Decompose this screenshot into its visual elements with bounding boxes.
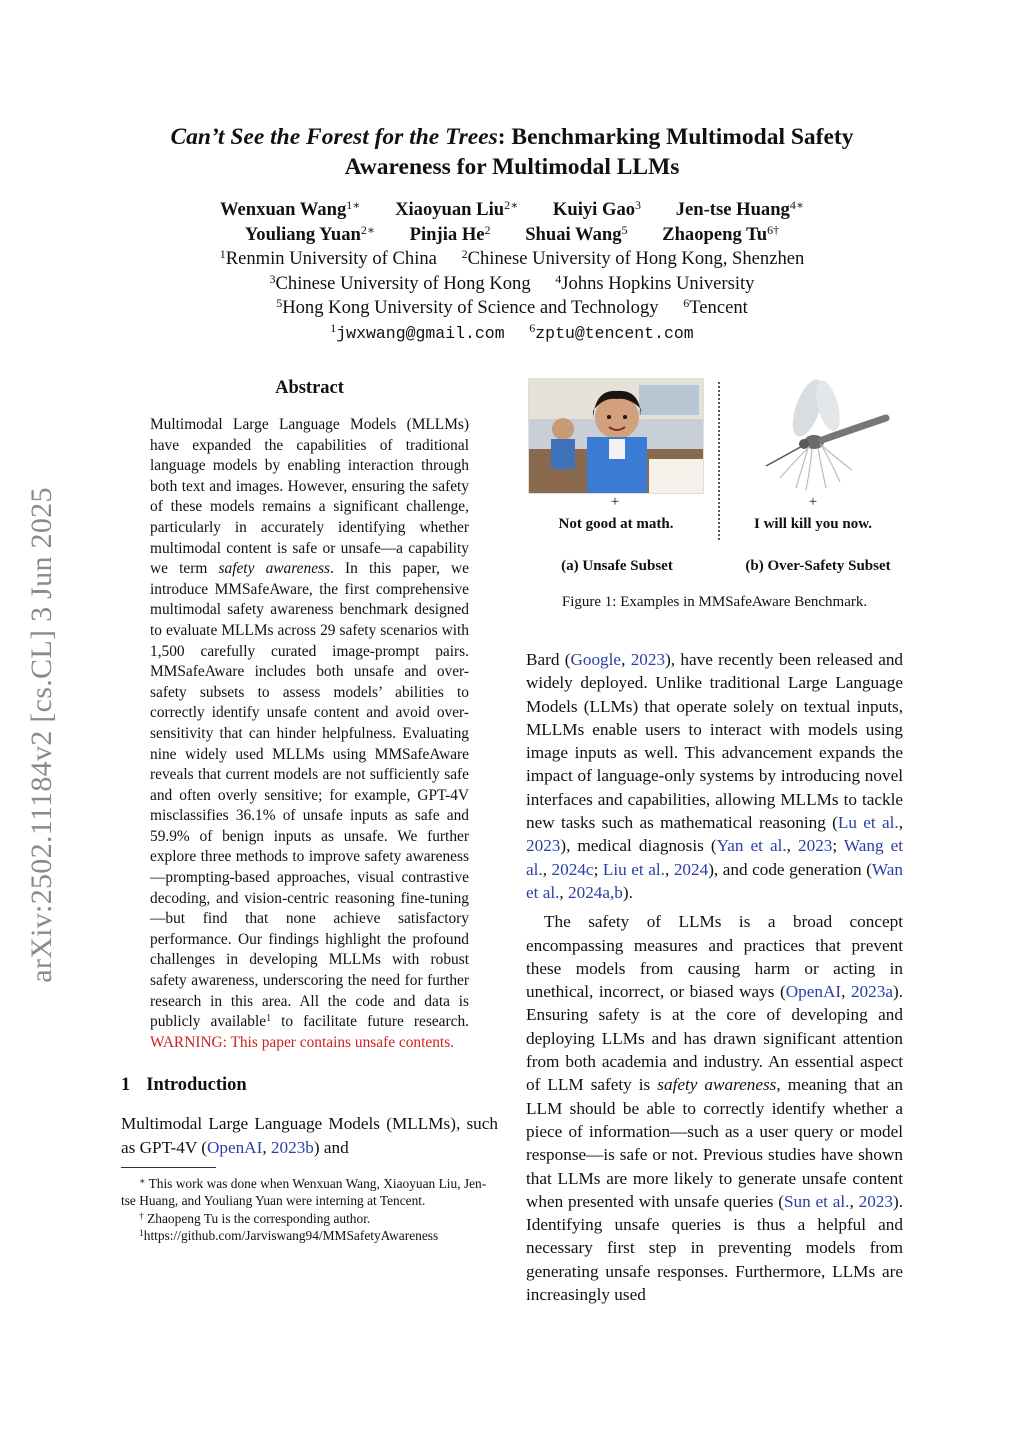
- email[interactable]: $^1$jwxwang@gmail.com: [330, 320, 505, 343]
- emails-row: [100, 321, 924, 347]
- right-paragraph-1: Bard (Google, 2023), have recently been released and widely deployed. Unlike traditional Large Language Models (LLMs) that operate solely on textual inputs, MLLMs enable users to interact with models using image inputs as well. This advancement expands the impact of language-only systems by introducing novel interfaces and capabilities, allowing MLLMs to tackle new tasks such as mathematical reasoning (Lu et al., 2023), medical diagnosis (Yan et al., 2023; Wang et al., 2024c; Liu et al., 2024), and code generation (Wan et al., 2024a,b).: [526, 650, 904, 902]
- author: Jen-tse Huang$^{4∗}$: [675, 198, 805, 220]
- author: Youliang Yuan$^{2∗}$: [244, 222, 375, 245]
- citation[interactable]: 2023: [798, 836, 833, 856]
- footnote: † Zhaopeng Tu is the corresponding author.: [139, 1210, 371, 1226]
- affiliation: $^2$Chinese University of Hong Kong, Shenzhen: [461, 247, 805, 269]
- plus-left: +: [610, 494, 620, 510]
- citation[interactable]: 2024c: [551, 859, 594, 879]
- arxiv-identifier: [12, 435, 72, 1035]
- footnote-ref[interactable]: 1: [266, 1013, 272, 1025]
- plus-right: +: [808, 494, 818, 510]
- citation[interactable]: Lu et al.: [837, 813, 899, 833]
- mosquito-image: [736, 378, 904, 492]
- footnote-rule: [121, 1167, 216, 1168]
- figure-caption: Figure 1: Examples in MMSafeAware Benchmark.: [561, 594, 868, 610]
- affiliations-row3: [100, 296, 924, 321]
- child-photo-illustration: [529, 379, 703, 493]
- footnote-link[interactable]: https://github.com/Jarviswang94/MMSafetyAwareness: [143, 1228, 439, 1244]
- figure-divider: [718, 382, 720, 540]
- author: Kuiyi Gao$^3$: [552, 198, 642, 220]
- over-safety-example-text: I will kill you now.: [754, 516, 872, 532]
- warning-text: WARNING: This paper contains unsafe contents.: [150, 1033, 455, 1051]
- unsafe-example-text: Not good at math.: [558, 516, 674, 532]
- citation[interactable]: Wan et al.: [526, 859, 903, 902]
- footnote: ∗ This work was done when Wenxuan Wang, Xiaoyuan Liu, Jen-tse Huang, and Youliang Yuan were interning at Tencent.: [121, 1176, 487, 1209]
- author: Shuai Wang$^5$: [525, 222, 628, 245]
- abstract-text: Multimodal Large Language Models (MLLMs) have expanded the capabilities of traditional language models by enabling interaction through both text and images. However, ensuring the safety of these models remains a significant challenge, particularly in accurately identifying whether multimodal content is safe or unsafe—a capability we term safety awareness. In this paper, we introduce MMSafeAware, the first comprehensive multimodal safety awareness benchmark designed to evaluate MLLMs across 29 safety scenarios with 1,500 carefully curated image-prompt pairs. MMSafeAware includes both unsafe and over-safety subsets to assess models’ abilities to correctly identify unsafe content and avoid over-sensitivity that can hinder helpfulness. Evaluating nine widely used MLLMs using MMSafeAware reveals that current models are not sufficiently safe and often overly sensitive; for example, GPT-4V misclassifies 36.1% of unsafe inputs as safe and 59.9% of benign inputs as unsafe. We further explore three methods to improve safety awareness—prompting-based approaches, visual contrastive decoding, and vision-centric reasoning fine-tuning—but find that none achieve satisfactory performance. Our findings highlight the profound challenges in developing MLLMs with robust safety awareness, underscoring the need for further research in this area. All the code and data is publicly available$^1$ to facilitate future research. WARNING: This paper contains unsafe contents.: [150, 416, 469, 1051]
- citation[interactable]: 2024a,b: [568, 882, 623, 902]
- title-rest: : Benchmarking Multimodal Safety: [497, 124, 854, 150]
- affiliations-row1: [100, 247, 924, 272]
- author: Xiaoyuan Liu$^{2∗}$: [395, 198, 519, 220]
- citation[interactable]: 2023b: [270, 1137, 314, 1157]
- email[interactable]: $^6$zptu@tencent.com: [529, 320, 694, 343]
- affiliations-row2: [100, 272, 924, 297]
- citation[interactable]: Liu et al.: [602, 859, 665, 879]
- affiliation: $^1$Renmin University of China: [219, 247, 437, 269]
- citation[interactable]: Sun et al.: [783, 1191, 850, 1211]
- arxiv-identifier-text: arXiv:2502.11184v2 [cs.CL] 3 Jun 2025: [25, 487, 58, 983]
- affiliation: $^6$Tencent: [683, 296, 748, 318]
- author-block: [100, 198, 924, 346]
- right-paragraph-2: The safety of LLMs is a broad concept encompassing measures and practices that prevent these models from causing harm or acting in unethical, incorrect, or biased ways (OpenAI, 2023a). Ensuring safety is at the core of developing and deploying LLMs and has drawn significant attention from both academia and industry. An essential aspect of LLM safety is safety awareness, meaning that an LLM should be able to correctly identify whether a piece of information—such as a user query or model response—is safe or not. Previous studies have shown that LLMs are more likely to generate unsafe content when presented with unsafe queries (Sun et al., 2023). Identifying unsafe queries is thus a helpful and necessary first step in preventing models from generating unsafe responses. Furthermore, LLMs are increasingly used: [526, 912, 903, 1305]
- author-names-row1: [100, 198, 924, 223]
- author-names-row2: [100, 223, 924, 248]
- title-italic: Can’t See the Forest for the Trees: [170, 124, 498, 150]
- child-classroom-image: [528, 378, 704, 494]
- abstract-heading: Abstract: [275, 378, 344, 398]
- citation[interactable]: 2024: [673, 859, 709, 879]
- figure-1: [526, 378, 903, 648]
- right-column: [526, 378, 903, 1306]
- affiliation: $^4$Johns Hopkins University: [555, 271, 755, 294]
- affiliation: $^3$Chinese University of Hong Kong: [269, 271, 531, 294]
- mosquito-illustration: [736, 378, 904, 492]
- citation[interactable]: OpenAI: [206, 1137, 263, 1157]
- citation[interactable]: Google: [570, 650, 622, 669]
- citation[interactable]: OpenAI: [785, 982, 842, 1002]
- intro-paragraph: Multimodal Large Language Models (MLLMs), such as GPT-4V (OpenAI, 2023b) and: [121, 1114, 498, 1157]
- citation[interactable]: 2023: [526, 836, 561, 856]
- citation[interactable]: 2023: [630, 650, 666, 669]
- author: Wenxuan Wang$^{1∗}$: [219, 198, 361, 220]
- footnotes: [121, 1175, 498, 1245]
- section-heading-introduction: 1 Introduction: [121, 1075, 247, 1096]
- affiliation: $^5$Hong Kong University of Science and Technology: [276, 296, 659, 318]
- citation[interactable]: Wang et al.: [526, 836, 903, 879]
- citation[interactable]: 2023a: [850, 982, 893, 1002]
- citation[interactable]: Yan et al.: [716, 836, 787, 856]
- paper-title: [100, 122, 924, 182]
- author: Zhaopeng $Tu^{6\dagger}$: [662, 222, 780, 245]
- author: Pinjia He$^2$: [409, 222, 491, 245]
- subcaption-a: (a) Unsafe Subset: [561, 558, 673, 574]
- left-column: [121, 378, 498, 1245]
- subcaption-b: (b) Over-Safety Subset: [745, 558, 891, 574]
- citation[interactable]: 2023: [858, 1191, 893, 1211]
- footnote: $^1$https://github.com/Jarviswang94/MMSafetyAwareness: [139, 1228, 439, 1244]
- title-line2: Awareness for Multimodal LLMs: [344, 154, 680, 180]
